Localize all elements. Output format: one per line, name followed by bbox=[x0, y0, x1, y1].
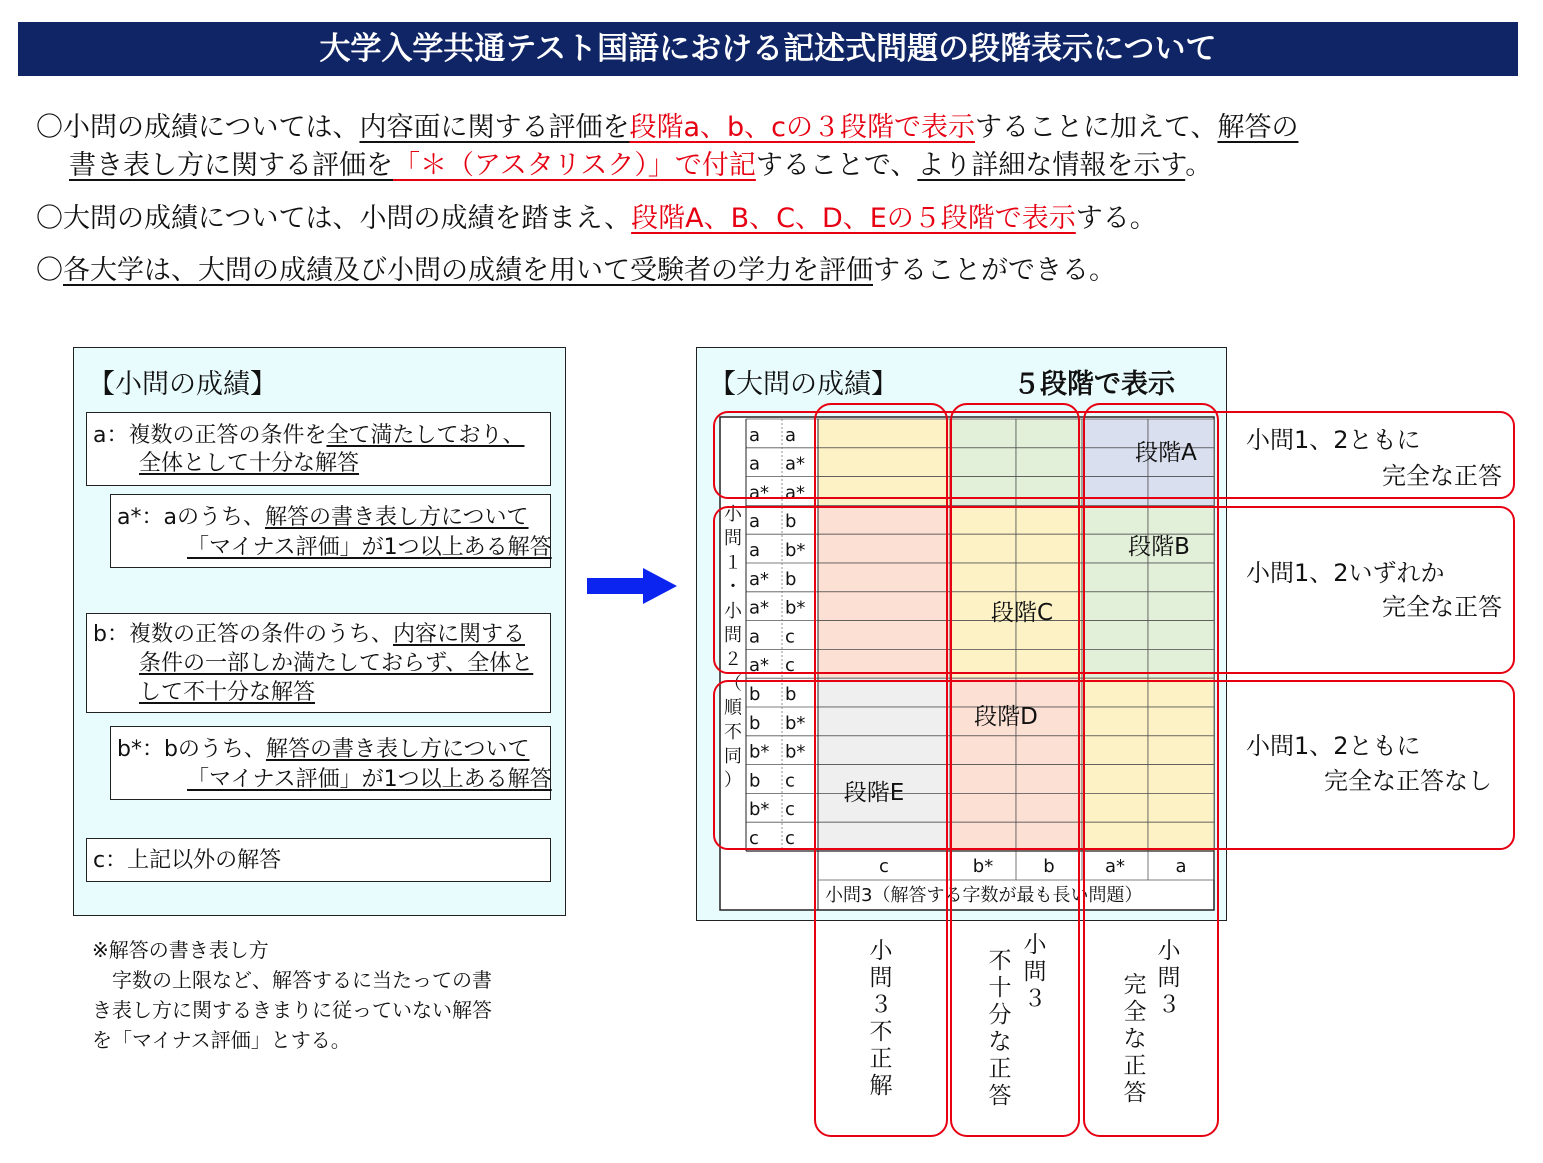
grid-cell-C bbox=[1148, 793, 1214, 822]
row-label: c bbox=[785, 770, 795, 792]
text-run: 「＊（アスタリスク）」で付記 bbox=[393, 150, 756, 181]
grid-cell-B bbox=[950, 477, 1016, 506]
col-label: a bbox=[1175, 856, 1187, 877]
grid-cell-C bbox=[1148, 822, 1214, 851]
row-label: a bbox=[785, 424, 797, 446]
grade-astar-text: a*：aのうち、 bbox=[117, 505, 265, 530]
grid-cell-D bbox=[950, 736, 1016, 765]
row-label: a* bbox=[785, 482, 806, 504]
col-group-char: 正 bbox=[869, 1046, 893, 1072]
grid-cell-B bbox=[1082, 621, 1148, 650]
col-group-char: 正 bbox=[988, 1056, 1012, 1082]
row-label: b bbox=[749, 712, 761, 734]
text-run: 〇小問の成績については、 bbox=[36, 112, 360, 143]
grid-cell-E bbox=[818, 822, 950, 851]
grade-c-text: c：上記以外の解答 bbox=[93, 848, 282, 873]
col-group-char: 小 bbox=[1157, 938, 1181, 964]
grid-cell-C bbox=[1082, 678, 1148, 707]
col-group-char: 小 bbox=[1023, 932, 1047, 958]
grid-cell-C bbox=[950, 505, 1016, 534]
row-label: a bbox=[749, 424, 761, 446]
grid-cell-D bbox=[1016, 678, 1082, 707]
grid-cell-C bbox=[1016, 505, 1082, 534]
row-axis-char: 同 bbox=[724, 746, 742, 767]
grid-cell-C bbox=[1082, 736, 1148, 765]
row-group-label: 完全な正答なし bbox=[1324, 767, 1492, 795]
row-axis-char: １ bbox=[724, 552, 742, 574]
grid-cell-C bbox=[1016, 534, 1082, 563]
grid-cell-B bbox=[1148, 505, 1214, 534]
note-line-2: 字数の上限など、解答するに当たっての書 bbox=[92, 968, 492, 992]
grid-cell-C bbox=[818, 419, 950, 448]
grid-cell-B bbox=[1082, 563, 1148, 592]
grid-cell-C bbox=[1148, 707, 1214, 736]
row-label: a* bbox=[749, 482, 770, 504]
grid-cell-D bbox=[1016, 765, 1082, 794]
row-label: b* bbox=[749, 799, 770, 821]
grid-cell-B bbox=[1148, 592, 1214, 621]
grid-cell-C bbox=[1082, 765, 1148, 794]
row-label: b bbox=[785, 684, 797, 705]
grid-cell-E bbox=[818, 707, 950, 736]
grid-cell-C bbox=[1148, 736, 1214, 765]
text-run: することに加えて、 bbox=[975, 112, 1218, 143]
row-label: b bbox=[749, 684, 761, 705]
grid-cell-B bbox=[1082, 592, 1148, 621]
row-axis-char: ２ bbox=[724, 649, 742, 671]
row-label: c bbox=[785, 828, 795, 849]
row-group-label: 小問1、2いずれか bbox=[1246, 559, 1445, 587]
row-label: b* bbox=[749, 741, 770, 763]
grade-bstar-line2: 「マイナス評価」が1つ以上ある解答 bbox=[187, 767, 552, 792]
col-group-char: 不 bbox=[988, 948, 1012, 974]
text-run: 段階A、B、C、D、Eの５段階で表示 bbox=[631, 203, 1076, 234]
col-group-char: 分 bbox=[988, 1002, 1012, 1028]
row-group-label: 小問1、2ともに bbox=[1246, 732, 1421, 760]
col-group-char: な bbox=[988, 1029, 1012, 1055]
grid-cell-D bbox=[950, 822, 1016, 851]
row-label: a bbox=[749, 511, 761, 533]
row-group-label: 小問1、2ともに bbox=[1246, 426, 1421, 454]
stage-label-B: 段階B bbox=[1128, 534, 1190, 560]
grid-cell-B bbox=[1148, 563, 1214, 592]
grid-cell-C bbox=[1082, 707, 1148, 736]
grid-cell-D bbox=[1016, 822, 1082, 851]
grid-cell-C bbox=[1148, 765, 1214, 794]
col-group-char: 問 bbox=[1157, 965, 1181, 991]
row-label: a bbox=[749, 540, 761, 561]
col-group-char: 問 bbox=[869, 965, 893, 991]
col-group-char: 不 bbox=[869, 1019, 893, 1045]
col-group-char: 完 bbox=[1123, 972, 1147, 998]
row-group-label: 完全な正答 bbox=[1382, 462, 1502, 490]
row-label: b* bbox=[785, 540, 806, 561]
grid-cell-D bbox=[1016, 793, 1082, 822]
row-axis-char: 不 bbox=[724, 721, 742, 743]
col-group-char: 全 bbox=[1123, 999, 1147, 1025]
grade-b-line3: して不十分な解答 bbox=[139, 680, 316, 705]
col-label: b bbox=[1043, 856, 1055, 877]
grid-cell-A bbox=[1082, 477, 1148, 506]
grid-cell-C bbox=[950, 563, 1016, 592]
grade-b-text: b：複数の正答の条件のうち、 bbox=[93, 622, 393, 647]
grid-cell-E bbox=[818, 678, 950, 707]
row-axis-char: ） bbox=[724, 770, 742, 792]
note-line-3: き表し方に関するきまりに従っていない解答 bbox=[92, 998, 492, 1022]
grid-cell-D bbox=[818, 505, 950, 534]
grid-cell-D bbox=[818, 534, 950, 563]
text-run: 書き表し方に関する評価を bbox=[69, 150, 393, 181]
stage-label-C: 段階C bbox=[990, 600, 1054, 626]
col-group-char: 解 bbox=[869, 1073, 893, 1099]
grid-cell-D bbox=[950, 793, 1016, 822]
note-line-4: を「マイナス評価」とする。 bbox=[92, 1028, 351, 1052]
row-label: b* bbox=[785, 741, 806, 763]
big-panel-subheading: ５段階で表示 bbox=[1013, 369, 1175, 400]
text-run: 解答の bbox=[1217, 112, 1299, 143]
grade-astar-underline: 解答の書き表し方について bbox=[264, 505, 529, 530]
grade-b-line2: 条件の一部しか満たしておらず、全体と bbox=[139, 651, 534, 676]
text-run: 。 bbox=[1185, 150, 1213, 181]
grade-bstar-underline: 解答の書き表し方について bbox=[265, 737, 530, 762]
text-run: することで、 bbox=[755, 150, 918, 181]
col-label: a* bbox=[1104, 856, 1126, 877]
grid-cell-D bbox=[950, 678, 1016, 707]
grid-cell-B bbox=[1148, 621, 1214, 650]
grid-cell-C bbox=[818, 477, 950, 506]
col-group-char: 小 bbox=[869, 938, 893, 964]
row-label: a bbox=[749, 453, 761, 475]
grid-cell-C bbox=[1082, 793, 1148, 822]
grid-cell-B bbox=[1016, 448, 1082, 477]
row-label: a bbox=[749, 626, 761, 648]
page-title: 大学入学共通テスト国語における記述式問題の段階表示について bbox=[18, 22, 1518, 76]
grid-cell-C bbox=[818, 448, 950, 477]
grid-cell-B bbox=[1016, 419, 1082, 448]
grid-cell-B bbox=[950, 448, 1016, 477]
grid-cell-B bbox=[950, 419, 1016, 448]
grid-cell-D bbox=[1016, 736, 1082, 765]
col-axis-label: 小問3（解答する字数が最も長い問題） bbox=[825, 885, 1143, 906]
col-group-char: 答 bbox=[1123, 1080, 1147, 1106]
row-label: a* bbox=[749, 655, 770, 677]
small-panel-heading: 【小問の成績】 bbox=[88, 369, 277, 400]
text-run: より詳細な情報を示す bbox=[917, 150, 1186, 181]
grade-a-line2: 全体として十分な解答 bbox=[139, 451, 360, 476]
grid-cell-C bbox=[1148, 678, 1214, 707]
text-run: 内容面に関する評価を bbox=[359, 112, 630, 143]
row-label: c bbox=[785, 626, 795, 648]
row-axis-char: 問 bbox=[724, 625, 742, 646]
grid-cell-D bbox=[818, 621, 950, 650]
grid-cell-D bbox=[818, 563, 950, 592]
col-group-char: 正 bbox=[1123, 1053, 1147, 1079]
grid-cell-C bbox=[950, 534, 1016, 563]
grade-a-underline: 全て満たしており、 bbox=[326, 423, 525, 448]
grid-cell-D bbox=[818, 592, 950, 621]
text-run: 段階a、b、cの３段階で表示 bbox=[629, 112, 975, 143]
big-panel-heading: 【大問の成績】 bbox=[709, 369, 898, 400]
grid-cell-C bbox=[1016, 563, 1082, 592]
row-label: c bbox=[785, 799, 795, 821]
row-label: b bbox=[785, 511, 797, 533]
row-label: a* bbox=[749, 597, 770, 619]
col-label: c bbox=[879, 856, 889, 877]
text-run: することができる。 bbox=[873, 255, 1116, 286]
row-axis-char: 小 bbox=[724, 600, 742, 622]
row-label: b bbox=[785, 568, 797, 590]
row-label: b* bbox=[785, 597, 806, 619]
stage-label-E: 段階E bbox=[843, 780, 905, 806]
grid-cell-A bbox=[1148, 477, 1214, 506]
row-axis-char: 順 bbox=[724, 697, 742, 719]
row-axis-char: 問 bbox=[724, 528, 742, 550]
grid-cell-B bbox=[1016, 477, 1082, 506]
grid-cell-C bbox=[1082, 822, 1148, 851]
grade-a-text: a：複数の正答の条件を bbox=[93, 423, 327, 448]
col-group-char: な bbox=[1123, 1026, 1147, 1052]
grid-cell-D bbox=[950, 765, 1016, 794]
col-group-char: ３ bbox=[1023, 986, 1047, 1012]
row-label: b* bbox=[785, 712, 806, 734]
col-group-char: ３ bbox=[869, 992, 893, 1018]
grade-b-underline: 内容に関する bbox=[392, 622, 525, 647]
text-run: 各大学は、大問の成績及び小問の成績を用いて受験者の学力を評価 bbox=[63, 255, 873, 286]
stage-label-D: 段階D bbox=[974, 704, 1038, 730]
grid-cell-B bbox=[1082, 505, 1148, 534]
grade-astar-line2: 「マイナス評価」が1つ以上ある解答 bbox=[187, 535, 552, 560]
grade-bstar-text: b*：bのうち、 bbox=[117, 737, 266, 762]
row-group-label: 完全な正答 bbox=[1382, 593, 1502, 621]
col-group-char: 十 bbox=[988, 975, 1012, 1001]
grid-cell-E bbox=[818, 736, 950, 765]
col-group-char: 答 bbox=[988, 1083, 1012, 1109]
row-label: c bbox=[749, 828, 759, 849]
row-axis-char: 小 bbox=[724, 504, 742, 525]
row-label: a* bbox=[785, 453, 806, 475]
text-run: する。 bbox=[1075, 203, 1157, 234]
note-line-1: ※解答の書き表し方 bbox=[92, 938, 269, 962]
row-label: c bbox=[785, 655, 795, 677]
row-label: a* bbox=[749, 568, 770, 590]
text-run: 〇大問の成績については、小問の成績を踏まえ、 bbox=[36, 203, 632, 234]
row-axis-char: ・ bbox=[724, 576, 742, 598]
stage-label-A: 段階A bbox=[1135, 440, 1197, 466]
col-label: b* bbox=[972, 856, 994, 877]
row-axis-char: （ bbox=[724, 673, 742, 695]
col-group-char: ３ bbox=[1157, 992, 1181, 1018]
text-run: 〇 bbox=[36, 255, 63, 286]
row-label: b bbox=[749, 770, 761, 792]
col-group-char: 問 bbox=[1023, 959, 1047, 985]
